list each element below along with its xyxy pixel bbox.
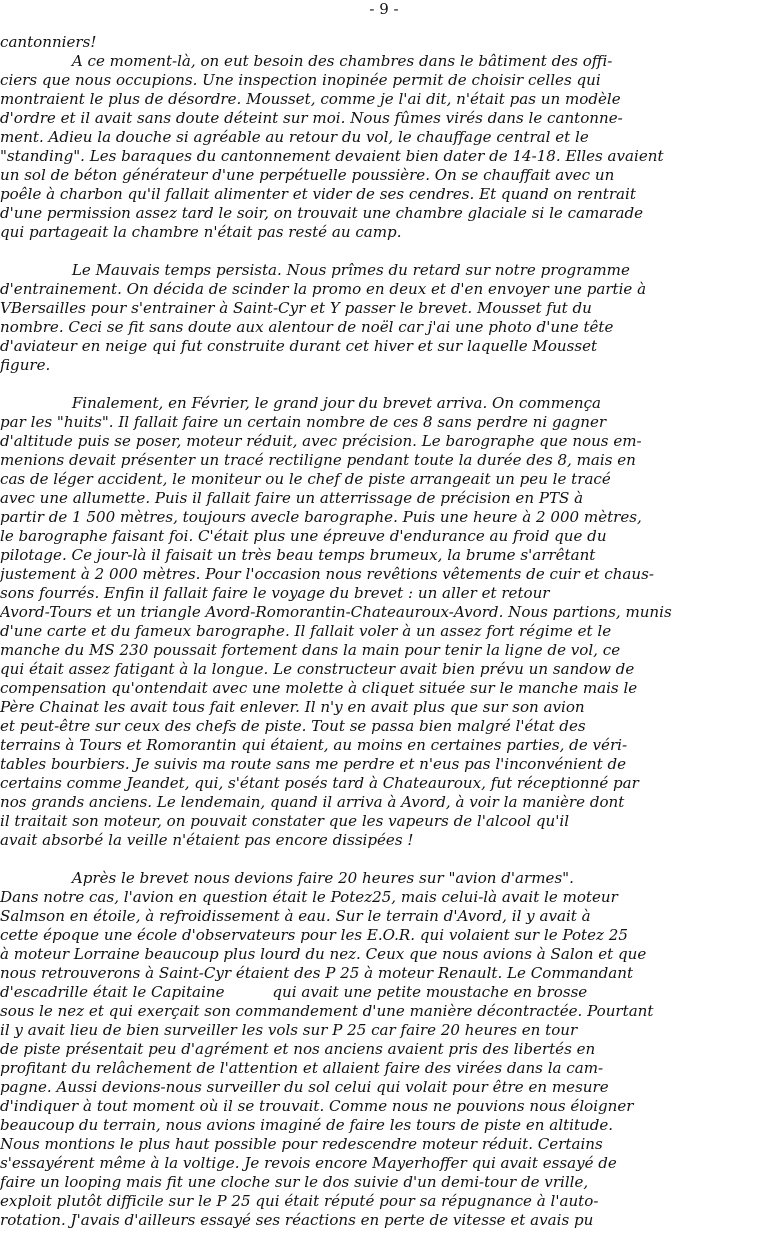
text-line: sous le nez et qui exerçait son commandement d'une manière décontractée. Pourtant <box>0 1002 654 1020</box>
text-line: sons fourrés. Enfin il fallait faire le voyage du brevet : un aller et retour <box>0 584 550 602</box>
text-line: nombre. Ceci se fit sans doute aux alentour de noël car j'ai une photo d'une tête <box>0 318 614 336</box>
text-line: certains comme Jeandet, qui, s'étant posés tard à Chateauroux, fut réceptionné par <box>0 774 639 792</box>
text-line: un sol de béton générateur d'une perpétuelle poussière. On se chauffait avec un <box>0 166 615 184</box>
text-line: poêle à charbon qu'il fallait alimenter et vider de ses cendres. Et quand on rentrait <box>0 185 636 203</box>
text-line: qui était assez fatigant à la longue. Le constructeur avait bien prévu un sandow de <box>0 660 635 678</box>
text-line: d'altitude puis se poser, moteur réduit, avec précision. Le barographe que nous em- <box>0 432 642 450</box>
text-line: Après le brevet nous devions faire 20 heures sur "avion d'armes". <box>0 869 574 887</box>
text-line: montraient le plus de désordre. Mousset, comme je l'ai dit, n'était pas un modèle <box>0 90 621 108</box>
text-line: d'escadrille était le Capitaine qui avait une petite moustache en brosse <box>0 983 588 1001</box>
page-number: - 9 - <box>369 0 399 18</box>
text-line: avait absorbé la veille n'étaient pas encore dissipées ! <box>0 831 414 849</box>
text-line: de piste présentait peu d'agrément et nos anciens avaient pris des libertés en <box>0 1040 596 1058</box>
text-line: manche du MS 230 poussait fortement dans la main pour tenir la ligne de vol, ce <box>0 641 621 659</box>
text-line: cette époque une école d'observateurs pour les E.O.R. qui volaient sur le Potez 25 <box>0 926 628 944</box>
text-line: compensation qu'ontendait avec une molette à cliquet située sur le manche mais le <box>0 679 638 697</box>
text-line: avec une allumette. Puis il fallait faire un atterrissage de précision en PTS à <box>0 489 584 507</box>
text-line: d'aviateur en neige qui fut construite durant cet hiver et sur laquelle Mousset <box>0 337 598 355</box>
paragraph <box>0 869 768 1230</box>
text-line: d'ordre et il avait sans doute déteint sur moi. Nous fûmes virés dans le cantonne- <box>0 109 623 127</box>
text-line: Le Mauvais temps persista. Nous prîmes du retard sur notre programme <box>0 261 630 279</box>
text-line: exploit plutôt difficile sur le P 25 qui était réputé pour sa répugnance à l'auto- <box>0 1192 599 1210</box>
text-line: figure. <box>0 356 51 374</box>
text-line: beaucoup du terrain, nous avions imaginé de faire les tours de piste en altitude. <box>0 1116 614 1134</box>
text-line: cas de léger accident, le moniteur ou le chef de piste arrangeait un peu le tracé <box>0 470 611 488</box>
text-line: qui partageait la chambre n'était pas resté au camp. <box>0 223 402 241</box>
text-line: Dans notre cas, l'avion en question était le Potez25, mais celui-là avait le moteur <box>0 888 618 906</box>
text-line: d'indiquer à tout moment où il se trouvait. Comme nous ne pouvions nous éloigner <box>0 1097 634 1115</box>
text-line: le barographe faisant foi. C'était plus une épreuve d'endurance au froid que du <box>0 527 607 545</box>
text-line: il y avait lieu de bien surveiller les vols sur P 25 car faire 20 heures en tour <box>0 1021 578 1039</box>
text-line: d'une carte et du fameux barographe. Il fallait voler à un assez fort régime et le <box>0 622 612 640</box>
text-line: à moteur Lorraine beaucoup plus lourd du nez. Ceux que nous avions à Salon et que <box>0 945 647 963</box>
text-line: rotation. J'avais d'ailleurs essayé ses réactions en perte de vitesse et avais pu <box>0 1211 594 1229</box>
text-line: tables bourbiers. Je suivis ma route sans me perdre et n'eus pas l'inconvénient de <box>0 755 627 773</box>
text-line: Finalement, en Février, le grand jour du brevet arriva. On commença <box>0 394 602 412</box>
text-line: s'essayérent même à la voltige. Je revois encore Mayerhoffer qui avait essayé de <box>0 1154 617 1172</box>
paragraph <box>0 394 768 850</box>
text-line: Salmson en étoile, à refroidissement à eau. Sur le terrain d'Avord, il y avait à <box>0 907 591 925</box>
paragraph <box>0 33 768 242</box>
text-line: d'entrainement. On décida de scinder la promo en deux et d'en envoyer une partie à <box>0 280 647 298</box>
text-line: cantonniers! <box>0 33 97 51</box>
text-line: profitant du relâchement de l'attention et allaient faire des virées dans la cam- <box>0 1059 604 1077</box>
text-line: nous retrouverons à Saint-Cyr étaient des P 25 à moteur Renault. Le Commandant <box>0 964 634 982</box>
text-line: A ce moment-là, on eut besoin des chambres dans le bâtiment des offi- <box>0 52 613 70</box>
text-line: ment. Adieu la douche si agréable au retour du vol, le chauffage central et le <box>0 128 589 146</box>
text-line: Père Chainat les avait tous fait enlever. Il n'y en avait plus que sur son avion <box>0 698 585 716</box>
text-line: VBersailles pour s'entrainer à Saint-Cyr et Y passer le brevet. Mousset fut du <box>0 299 592 317</box>
text-line: Nous montions le plus haut possible pour redescendre moteur réduit. Certains <box>0 1135 603 1153</box>
text-line: justement à 2 000 mètres. Pour l'occasion nous revêtions vêtements de cuir et chaus- <box>0 565 654 583</box>
text-line: pagne. Aussi devions-nous surveiller du sol celui qui volait pour être en mesure <box>0 1078 609 1096</box>
text-line: terrains à Tours et Romorantin qui étaient, au moins en certaines parties, de véri- <box>0 736 628 754</box>
text-line: partir de 1 500 mètres, toujours avecle barographe. Puis une heure à 2 000 mètres, <box>0 508 642 526</box>
text-line: d'une permission assez tard le soir, on trouvait une chambre glaciale si le camarade <box>0 204 644 222</box>
text-line: par les "huits". Il fallait faire un certain nombre de ces 8 sans perdre ni gagner <box>0 413 607 431</box>
text-line: et peut-être sur ceux des chefs de piste. Tout se passa bien malgré l'état des <box>0 717 586 735</box>
text-line: nos grands anciens. Le lendemain, quand il arriva à Avord, à voir la manière dont <box>0 793 625 811</box>
text-line: ciers que nous occupions. Une inspection inopinée permit de choisir celles qui <box>0 71 601 89</box>
text-line: faire un looping mais fit une cloche sur le dos suivie d'un demi-tour de vrille, <box>0 1173 589 1191</box>
text-line: menions devait présenter un tracé rectiligne pendant toute la durée des 8, mais en <box>0 451 636 469</box>
text-line: "standing". Les baraques du cantonnement devaient bien dater de 14-18. Elles avaient <box>0 147 664 165</box>
text-line: Avord-Tours et un triangle Avord-Romorantin-Chateauroux-Avord. Nous partions, munis <box>0 603 672 621</box>
paragraph <box>0 261 768 375</box>
body-text <box>0 33 768 1249</box>
text-line: pilotage. Ce jour-là il faisait un très beau temps brumeux, la brume s'arrêtant <box>0 546 596 564</box>
text-line: il traitait son moteur, on pouvait constater que les vapeurs de l'alcool qu'il <box>0 812 570 830</box>
